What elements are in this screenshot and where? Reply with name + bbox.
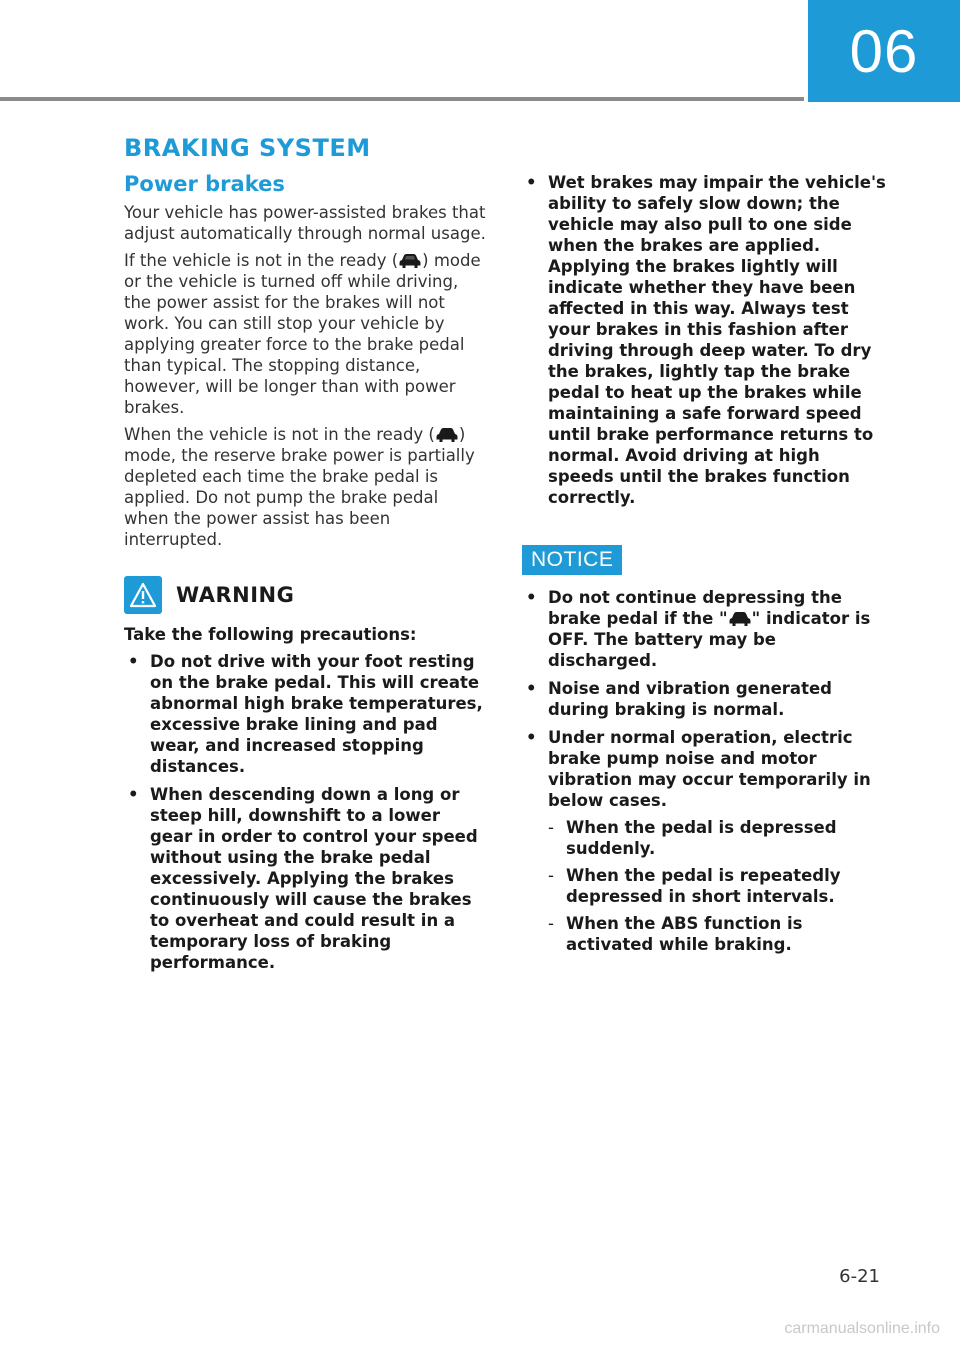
warning-header (124, 576, 486, 614)
paragraph-1: Your vehicle has power-assisted brakes that adjust automatically through normal usage. (124, 203, 486, 243)
chapter-number: 06 (849, 17, 919, 85)
notice-item (522, 587, 888, 671)
paragraph-3 (124, 424, 486, 550)
notice-item-1-start: Do not continue depressing the brake pedal if the " (548, 588, 842, 628)
warning-item: • Wet brakes may impair the vehicle's ability to safely slow down; the vehicle may also pull to one side when the brakes are applied. Applying the brakes lightly will indicate whether they have been affected in this way. Always test your brakes in this fashion after driving through deep water. To dry the brakes, lightly tap the brake pedal to heat up the brakes while maintaining a safe forward speed until brake performance returns to normal. Avoid driving at high speeds until the brakes function correctly. (522, 172, 888, 508)
notice-case: - When the pedal is repeatedly depressed in short intervals. (548, 865, 888, 907)
notice-badge: NOTICE (522, 545, 622, 575)
warning-list-continued (522, 172, 888, 508)
car-ready-icon (728, 611, 752, 627)
notice-case: - When the pedal is depressed suddenly. (548, 817, 888, 859)
paragraph-2 (124, 250, 486, 418)
watermark: carmanualsonline.info (784, 1320, 940, 1337)
notice-case: - When the ABS function is activated while braking. (548, 913, 888, 955)
warning-list (124, 651, 486, 973)
notice-cases-list (548, 817, 888, 955)
page-number: 6-21 (839, 1266, 880, 1287)
paragraph-3-start: When the vehicle is not in the ready ( (124, 425, 435, 444)
car-ready-icon (435, 427, 459, 443)
warning-intro: Take the following precautions: (124, 625, 417, 644)
right-column (522, 172, 888, 962)
notice-item-3-text: Under normal operation, electric brake pump noise and motor vibration may occur temporarily in below cases. (548, 728, 871, 810)
warning-triangle-icon (124, 576, 162, 614)
car-ready-icon (398, 253, 422, 269)
paragraph-3-end: ) mode, the reserve brake power is partially depleted each time the brake pedal is applied. Do not pump the brake pedal when the power assist has been interrupted. (124, 425, 475, 549)
left-column (124, 134, 486, 980)
notice-item-1-end: " indicator is OFF. The battery may be discharged. (548, 609, 871, 670)
notice-list (522, 587, 888, 955)
section-title: BRAKING SYSTEM (124, 134, 371, 162)
paragraph-2-start: If the vehicle is not in the ready ( (124, 251, 399, 270)
warning-label: WARNING (176, 583, 295, 607)
warning-item: • Do not drive with your foot resting on the brake pedal. This will create abnormal high brake temperatures, excessive brake lining and pad wear, and increased stopping distances. (124, 651, 486, 777)
notice-item (522, 727, 888, 955)
paragraph-2-end: ) mode or the vehicle is turned off while driving, the power assist for the brakes will not work. You can still stop your vehicle by applying greater force to the brake pedal than typical. The stopping distance, however, will be longer than with power brakes. (124, 251, 481, 417)
warning-item: • When descending down a long or steep hill, downshift to a lower gear in order to control your speed without using the brake pedal excessively. Applying the brakes continuously will cause the brakes to overheat and could result in a temporary loss of braking performance. (124, 784, 486, 973)
subsection-title: Power brakes (124, 172, 285, 196)
notice-item: • Noise and vibration generated during braking is normal. (522, 678, 888, 720)
chapter-tab (808, 0, 960, 102)
header-rule (0, 97, 804, 101)
